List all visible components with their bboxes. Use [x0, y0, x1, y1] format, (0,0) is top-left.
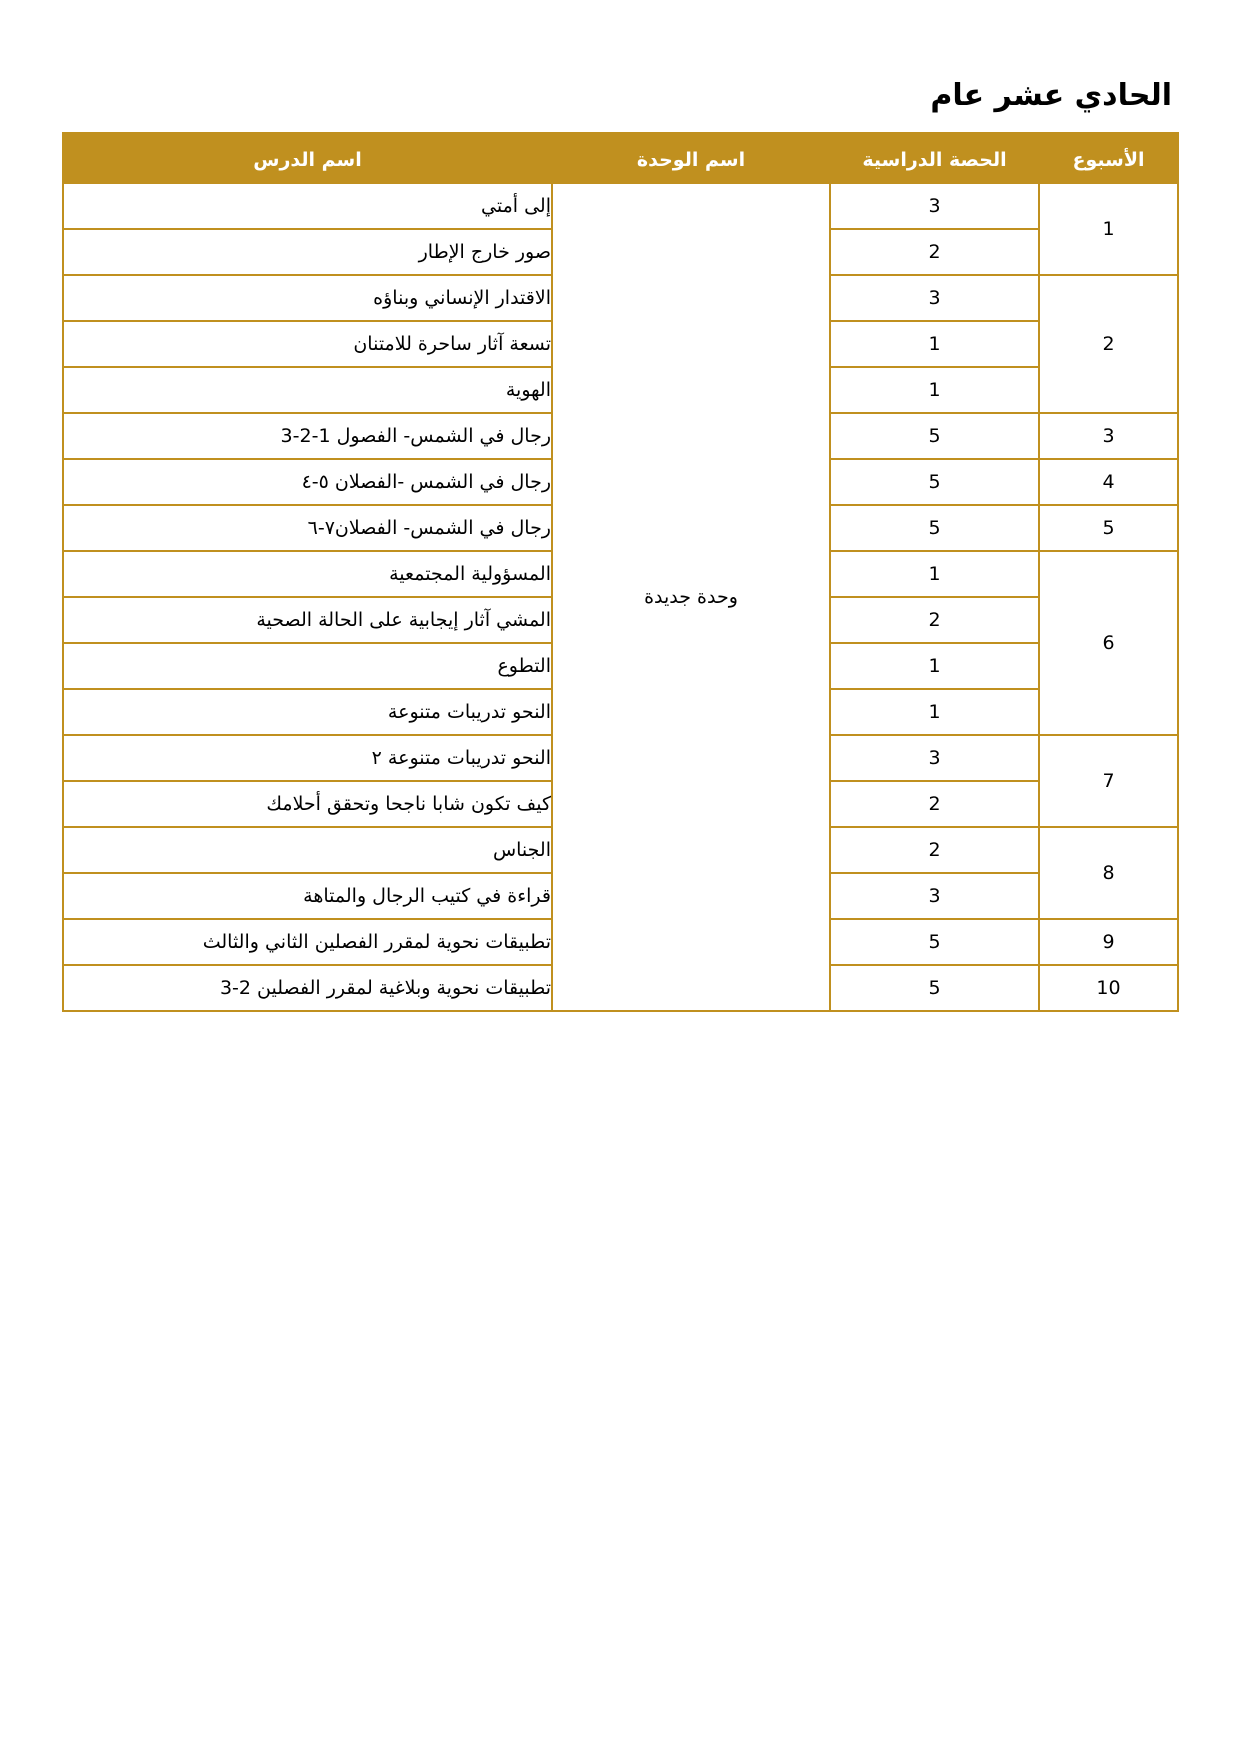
lesson-name: رجال في الشمس- الفصلان٧-٦	[63, 505, 552, 551]
periods-count: 5	[830, 413, 1039, 459]
lesson-name: رجال في الشمس -الفصلان ٥-٤	[63, 459, 552, 505]
lesson-name: رجال في الشمس- الفصول 1-2-3	[63, 413, 552, 459]
periods-count: 3	[830, 183, 1039, 229]
periods-count: 1	[830, 321, 1039, 367]
periods-count: 3	[830, 275, 1039, 321]
week-number: 2	[1039, 275, 1178, 413]
lesson-name: الهوية	[63, 367, 552, 413]
page-title: الحادي عشر عام	[930, 78, 1172, 113]
header-periods: الحصة الدراسية	[830, 133, 1039, 183]
periods-count: 2	[830, 781, 1039, 827]
periods-count: 3	[830, 873, 1039, 919]
periods-count: 1	[830, 643, 1039, 689]
periods-count: 2	[830, 229, 1039, 275]
periods-count: 1	[830, 551, 1039, 597]
periods-count: 2	[830, 597, 1039, 643]
lesson-plan-table	[62, 132, 1179, 1012]
lesson-name: قراءة في كتيب الرجال والمتاهة	[63, 873, 552, 919]
lesson-name: صور خارج الإطار	[63, 229, 552, 275]
week-number: 8	[1039, 827, 1178, 919]
week-number: 3	[1039, 413, 1178, 459]
unit-name: وحدة جديدة	[552, 183, 830, 1011]
week-number: 10	[1039, 965, 1178, 1011]
lesson-name: المسؤولية المجتمعية	[63, 551, 552, 597]
lesson-name: النحو تدريبات متنوعة	[63, 689, 552, 735]
header-week: الأسبوع	[1039, 133, 1178, 183]
week-number: 1	[1039, 183, 1178, 275]
header-lesson: اسم الدرس	[63, 133, 552, 183]
lesson-name: تطبيقات نحوية وبلاغية لمقرر الفصلين 2-3	[63, 965, 552, 1011]
lesson-name: النحو تدريبات متنوعة ٢	[63, 735, 552, 781]
periods-count: 5	[830, 965, 1039, 1011]
header-unit: اسم الوحدة	[552, 133, 830, 183]
lesson-name: المشي آثار إيجابية على الحالة الصحية	[63, 597, 552, 643]
week-number: 9	[1039, 919, 1178, 965]
lesson-name: تطبيقات نحوية لمقرر الفصلين الثاني والثالث	[63, 919, 552, 965]
lesson-name: التطوع	[63, 643, 552, 689]
periods-count: 3	[830, 735, 1039, 781]
week-number: 4	[1039, 459, 1178, 505]
lesson-name: تسعة آثار ساحرة للامتنان	[63, 321, 552, 367]
periods-count: 5	[830, 919, 1039, 965]
lesson-name: إلى أمتي	[63, 183, 552, 229]
periods-count: 5	[830, 505, 1039, 551]
table-header-row	[63, 133, 1178, 183]
table-row	[63, 183, 1178, 229]
periods-count: 5	[830, 459, 1039, 505]
lesson-name: كيف تكون شابا ناجحا وتحقق أحلامك	[63, 781, 552, 827]
periods-count: 1	[830, 367, 1039, 413]
week-number: 5	[1039, 505, 1178, 551]
periods-count: 1	[830, 689, 1039, 735]
week-number: 7	[1039, 735, 1178, 827]
periods-count: 2	[830, 827, 1039, 873]
table-body	[63, 183, 1178, 1011]
lesson-name: الاقتدار الإنساني وبناؤه	[63, 275, 552, 321]
week-number: 6	[1039, 551, 1178, 735]
lesson-name: الجناس	[63, 827, 552, 873]
